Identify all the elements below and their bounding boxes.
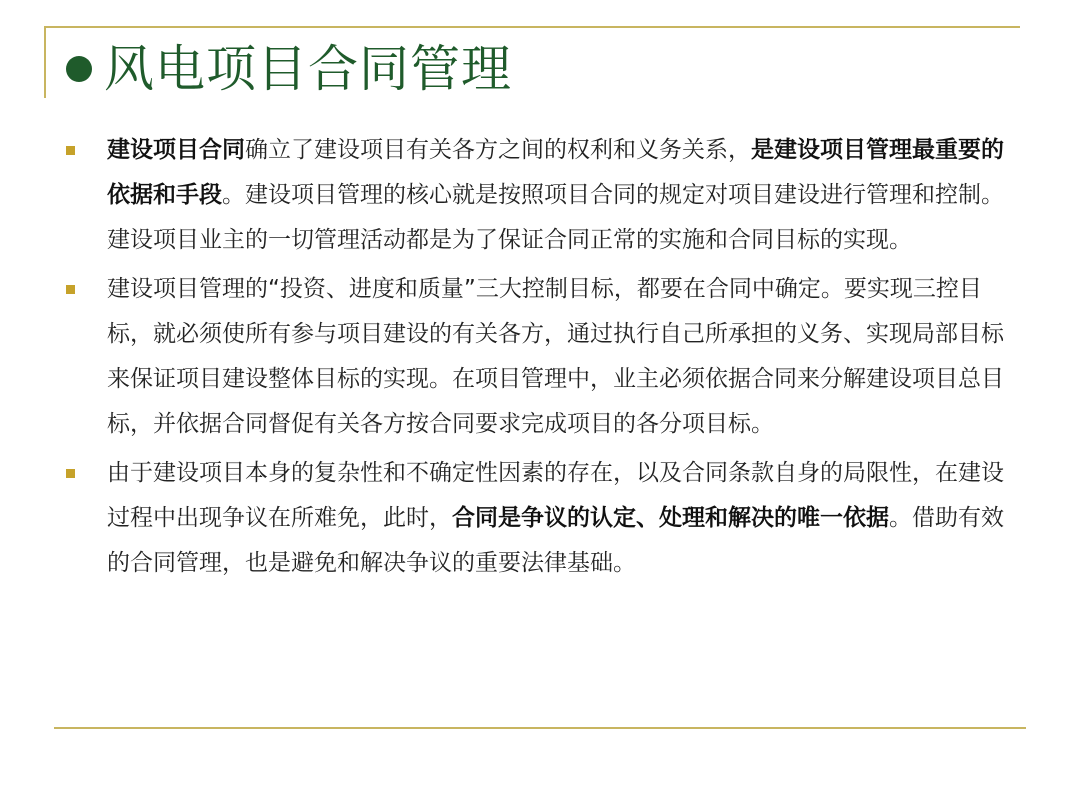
paragraph-1-segment-1: 建设项目合同: [107, 137, 245, 163]
paragraph-2: [62, 267, 1012, 447]
paragraph-1-segment-2: 确立了建设项目有关各方之间的权利和义务关系，: [245, 137, 751, 163]
left-title-divider: [44, 26, 46, 98]
paragraph-3: [62, 451, 1012, 586]
square-bullet-icon: [66, 146, 75, 155]
paragraph-3-segment-2: 合同是争议的认定、处理和解决的唯一依据: [452, 505, 889, 531]
page-title: 风电项目合同管理: [104, 40, 512, 98]
square-bullet-icon: [66, 285, 75, 294]
bottom-divider: [54, 727, 1026, 729]
paragraph-1-segment-3: 是建设项目管理最重要的依据和手段: [107, 137, 1004, 208]
paragraph-2-segment-1: 建设项目管理的“投资、进度和质量”三大控制目标，都要在合同中确定。要实现三控目标，就必须使所有参与项目建设的有关各方，通过执行自己所承担的义务、实现局部目标来保证项目建设整体目标的实现。在项目管理中，业主必须依据合同来分解建设项目总目标，并依据合同督促有关各方按合同要求完成项目的各分项目标。: [107, 276, 1004, 437]
paragraph-3-segment-3: 。借助有效的合同管理，也是避免和解决争议的重要法律基础。: [107, 505, 1004, 576]
title-bullet-icon: [66, 56, 92, 82]
paragraph-1-segment-4: 。建设项目管理的核心就是按照项目合同的规定对项目建设进行管理和控制。建设项目业主的一切管理活动都是为了保证合同正常的实施和合同目标的实现。: [107, 182, 1004, 253]
paragraph-1: [62, 128, 1012, 263]
content-body: [62, 128, 1012, 590]
top-divider: [44, 26, 1020, 28]
paragraph-3-segment-1: 由于建设项目本身的复杂性和不确定性因素的存在，以及合同条款自身的局限性，在建设过程中出现争议在所难免，此时，: [107, 460, 1004, 531]
square-bullet-icon: [66, 469, 75, 478]
title-row: [66, 36, 512, 102]
